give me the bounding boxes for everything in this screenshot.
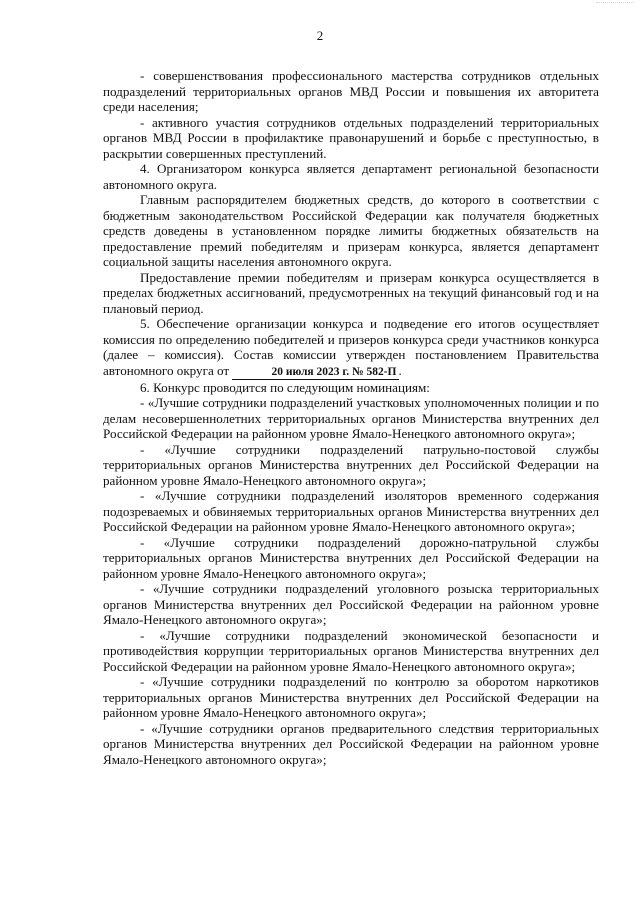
nomination-item: - «Лучшие сотрудники подразделений участковых уполномоченных полиции и по делам несовершеннолетних территориальных органов Министерства внутренних дел Российской Федерации на районном уровне Ямало-Ненецкого автономного округа»; (103, 395, 599, 441)
paragraph-commission (103, 316, 599, 380)
paragraph-item: 4. Организатором конкурса является департамент региональной безопасности автономного округа. (103, 161, 599, 192)
nomination-item: - «Лучшие сотрудники подразделений уголовного розыска территориальных органов Министерства внутренних дел Российской Федерации на районном уровне Ямало-Ненецкого автономного округа»; (103, 581, 599, 627)
commission-end: . (398, 362, 402, 378)
page-number: 2 (316, 28, 324, 43)
scan-corner-mark (596, 2, 634, 8)
paragraph-item: - активного участия сотрудников отдельных подразделений территориальных органов МВД России в профилактике правонарушений и борьбе с преступностью, в раскрытии совершенных преступлений. (103, 114, 599, 161)
resolution-date-stamp: 20 июля 2023 г. № 582-П (232, 366, 398, 380)
nomination-item: - «Лучшие сотрудники органов предварительного следствия территориальных органов Министерства внутренних дел Российской Федерации на районном уровне Ямало-Ненецкого автономного округа»; (103, 720, 599, 767)
nomination-item: - «Лучшие сотрудники подразделений патрульно-постовой службы территориальных органов Министерства внутренних дел Российской Федерации на районном уровне Ямало-Ненецкого автономного округа»; (103, 441, 599, 488)
nominations-intro: 6. Конкурс проводится по следующим номинациям: (140, 379, 430, 395)
commission-text: 5. Обеспечение организации конкурса и подведение его итогов осуществляет комиссия по определению победителей и призеров конкурса среди участников конкурса (далее – комиссия). Состав комиссии утвержден постановлением Правительства автономного округа от (103, 316, 599, 378)
paragraph-item: Предоставление премии победителям и призерам конкурса осуществляется в пределах бюджетных ассигнований, предусмотренных на текущий финансовый год и на плановый период. (103, 269, 599, 316)
document-body (103, 68, 599, 767)
paragraph-item: - совершенствования профессионального мастерства сотрудников отдельных подразделений территориальных органов МВД России и повышения их авторитета среди населения; (103, 68, 599, 114)
nomination-item: - «Лучшие сотрудники подразделений по контролю за оборотом наркотиков территориальных органов Министерства внутренних дел Российской Федерации на районном уровне Ямало-Ненецкого автономного округа»; (103, 674, 599, 720)
nomination-item: - «Лучшие сотрудники подразделений изоляторов временного содержания подозреваемых и обвиняемых территориальных органов Министерства внутренних дел Российской Федерации на районном уровне Ямало-Ненецкого автономного округа»; (103, 488, 599, 534)
nomination-item: - «Лучшие сотрудники подразделений дорожно-патрульной службы территориальных органов Министерства внутренних дел Российской Федерации на районном уровне Ямало-Ненецкого автономного округа»; (103, 534, 599, 581)
nomination-item: - «Лучшие сотрудники подразделений экономической безопасности и противодействия коррупции территориальных органов Министерства внутренних дел Российской Федерации на районном уровне Ямало-Ненецкого автономного округа»; (103, 627, 599, 674)
paragraph-item: Главным распорядителем бюджетных средств, до которого в соответствии с бюджетным законодательством Российской Федерации как получателя бюджетных средств доведены в установленном порядке лимиты бюджетных обязательств на предоставление премий победителям и призерам конкурса, является департамент социальной защиты населения автономного округа. (103, 192, 599, 269)
